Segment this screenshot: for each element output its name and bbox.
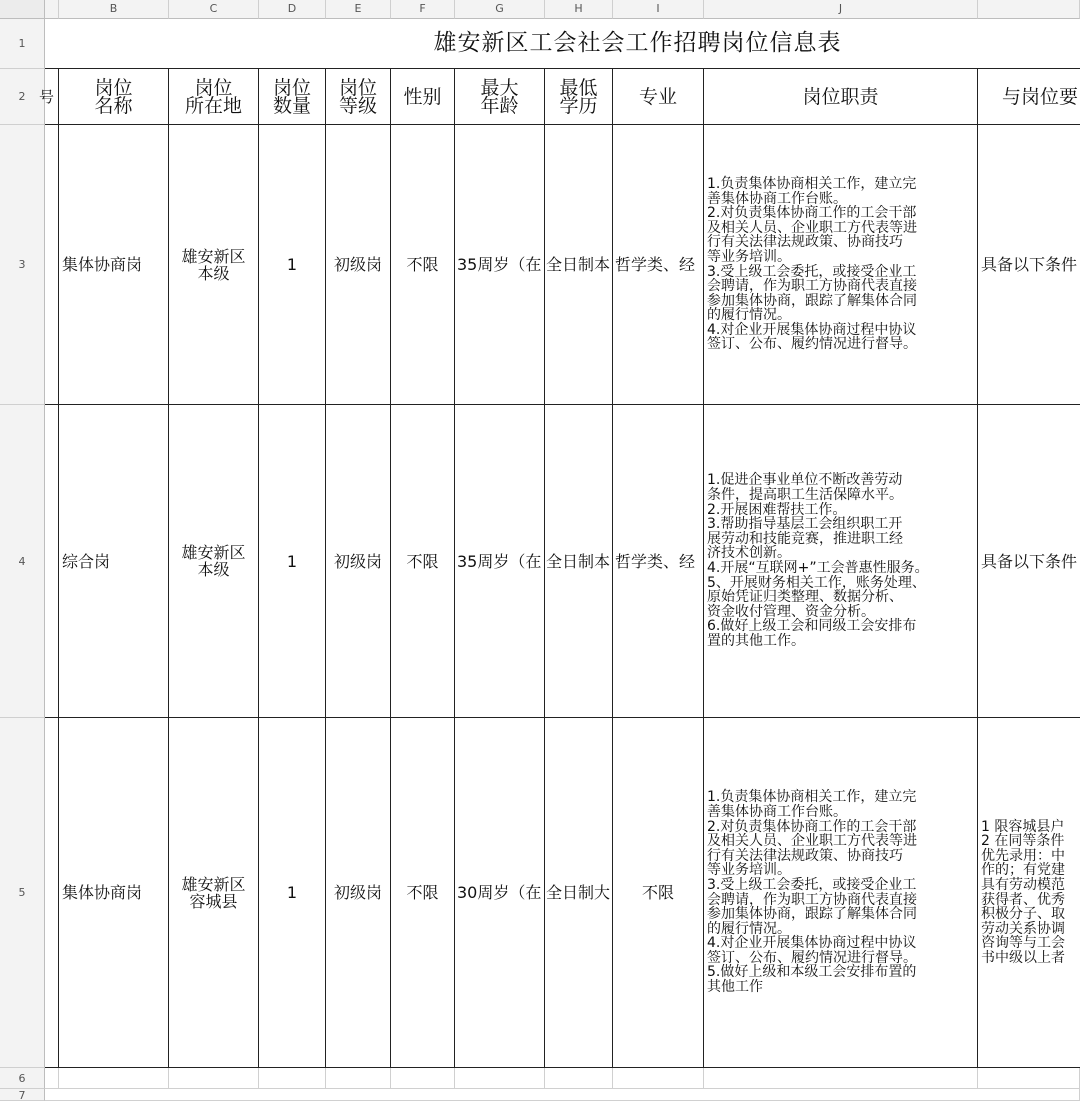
table-cell-major[interactable]: 哲学类、经 xyxy=(613,125,704,405)
table-cell-major[interactable]: 哲学类、经 xyxy=(613,405,704,718)
empty-cell[interactable] xyxy=(326,1068,391,1089)
select-all-corner[interactable] xyxy=(0,0,45,19)
header-position-name[interactable]: 岗位 名称 xyxy=(59,69,169,125)
column-header-b[interactable]: B xyxy=(59,0,169,19)
column-header-d[interactable]: D xyxy=(259,0,326,19)
empty-cell[interactable] xyxy=(169,1068,259,1089)
empty-cell[interactable] xyxy=(704,1068,978,1089)
row-header-2[interactable]: 2 xyxy=(0,69,45,125)
header-major[interactable]: 专业 xyxy=(613,69,704,125)
empty-cell[interactable] xyxy=(259,1068,326,1089)
table-cell-age[interactable]: 35周岁（在 xyxy=(455,405,545,718)
column-header-f[interactable]: F xyxy=(391,0,455,19)
table-cell-name[interactable]: 集体协商岗 xyxy=(59,718,169,1068)
table-cell-requirements[interactable]: 1 限容城县户 2 在同等条件 优先录用：中 作的；有党建 具有劳动模范 获得者、优秀 积极分子、取 劳动关系协调 咨询等与工会 书中级以上者 xyxy=(978,718,1080,1068)
table-cell-level[interactable]: 初级岗 xyxy=(326,718,391,1068)
table-cell-count[interactable]: 1 xyxy=(259,718,326,1068)
table-cell-name[interactable]: 集体协商岗 xyxy=(59,125,169,405)
header-count[interactable]: 岗位 数量 xyxy=(259,69,326,125)
empty-cell[interactable] xyxy=(613,1068,704,1089)
header-min-education[interactable]: 最低 学历 xyxy=(545,69,613,125)
header-duties[interactable]: 岗位职责 xyxy=(704,69,978,125)
table-cell-gender[interactable]: 不限 xyxy=(391,718,455,1068)
column-header-e[interactable]: E xyxy=(326,0,391,19)
column-header-h[interactable]: H xyxy=(545,0,613,19)
table-cell-location[interactable]: 雄安新区 本级 xyxy=(169,125,259,405)
table-cell-duties[interactable]: 1.负责集体协商相关工作，建立完 善集体协商工作台账。 2.对负责集体协商工作的工会干部 及相关人员、企业职工方代表等进 行有关法律法规政策、协商技巧 等业务培训。 3.受上级工会委托，或接受企业工 会聘请，作为职工方协商代表直接 参加集体协商，跟踪了解集体合同 的履行情况。 4.对企业开展集体协商过程中协议 签订、公布、履约情况进行督导。 xyxy=(704,125,978,405)
row-header-5[interactable]: 5 xyxy=(0,718,45,1068)
empty-cell[interactable] xyxy=(391,1068,455,1089)
table-cell-level[interactable]: 初级岗 xyxy=(326,405,391,718)
table-cell-age[interactable]: 35周岁（在 xyxy=(455,125,545,405)
table-cell-seq[interactable] xyxy=(45,718,59,1068)
empty-cell[interactable] xyxy=(455,1068,545,1089)
sheet-title-cell[interactable] xyxy=(45,19,1080,69)
column-header-c[interactable]: C xyxy=(169,0,259,19)
header-location[interactable]: 岗位 所在地 xyxy=(169,69,259,125)
row-header-3[interactable]: 3 xyxy=(0,125,45,405)
table-cell-count[interactable]: 1 xyxy=(259,125,326,405)
column-header-a[interactable] xyxy=(45,0,59,19)
table-cell-age[interactable]: 30周岁（在 xyxy=(455,718,545,1068)
empty-cell[interactable] xyxy=(59,1068,169,1089)
row-header-7[interactable]: 7 xyxy=(0,1089,45,1101)
empty-cell[interactable] xyxy=(545,1068,613,1089)
column-header-k[interactable] xyxy=(978,0,1080,19)
table-cell-education[interactable]: 全日制大 xyxy=(545,718,613,1068)
column-header-j[interactable]: J xyxy=(704,0,978,19)
table-cell-requirements[interactable]: 具备以下条件 xyxy=(978,125,1080,405)
table-cell-duties[interactable]: 1.负责集体协商相关工作，建立完 善集体协商工作台账。 2.对负责集体协商工作的工会干部 及相关人员、企业职工方代表等进 行有关法律法规政策、协商技巧 等业务培训。 3.受上级工会委托，或接受企业工 会聘请，作为职工方协商代表直接 参加集体协商，跟踪了解集体合同 的履行情况。 4.对企业开展集体协商过程中协议 签订、公布、履约情况进行督导。 5.做好上级和本级工会安排布置的 其他工作 xyxy=(704,718,978,1068)
table-cell-location[interactable]: 雄安新区 容城县 xyxy=(169,718,259,1068)
header-requirements[interactable]: 与岗位要 xyxy=(978,69,1080,125)
table-cell-requirements[interactable]: 具备以下条件 xyxy=(978,405,1080,718)
table-cell-gender[interactable]: 不限 xyxy=(391,125,455,405)
header-seq[interactable]: 号 xyxy=(45,69,59,125)
empty-row[interactable] xyxy=(45,1089,1080,1101)
row-header-6[interactable]: 6 xyxy=(0,1068,45,1089)
table-cell-education[interactable]: 全日制本 xyxy=(545,125,613,405)
table-cell-seq[interactable] xyxy=(45,405,59,718)
table-cell-major[interactable]: 不限 xyxy=(613,718,704,1068)
table-cell-education[interactable]: 全日制本 xyxy=(545,405,613,718)
row-header-4[interactable]: 4 xyxy=(0,405,45,718)
sheet-title: 雄安新区工会社会工作招聘岗位信息表 xyxy=(433,30,842,56)
empty-cell[interactable] xyxy=(45,1068,59,1089)
header-gender[interactable]: 性别 xyxy=(391,69,455,125)
table-cell-location[interactable]: 雄安新区 本级 xyxy=(169,405,259,718)
table-cell-name[interactable]: 综合岗 xyxy=(59,405,169,718)
header-level[interactable]: 岗位 等级 xyxy=(326,69,391,125)
row-header-1[interactable]: 1 xyxy=(0,19,45,69)
table-cell-count[interactable]: 1 xyxy=(259,405,326,718)
table-cell-gender[interactable]: 不限 xyxy=(391,405,455,718)
empty-cell[interactable] xyxy=(978,1068,1080,1089)
table-cell-duties[interactable]: 1.促进企事业单位不断改善劳动 条件，提高职工生活保障水平。 2.开展困难帮扶工作。 3.帮助指导基层工会组织职工开 展劳动和技能竞赛，推进职工经 济技术创新。 4.开展“互联网+”工会普惠性服务。 5、开展财务相关工作，账务处理、 原始凭证归类整理、数据分析、 资金收付管理、资金分析。 6.做好上级工会和同级工会安排布 置的其他工作。 xyxy=(704,405,978,718)
header-max-age[interactable]: 最大 年龄 xyxy=(455,69,545,125)
column-header-g[interactable]: G xyxy=(455,0,545,19)
column-header-i[interactable]: I xyxy=(613,0,704,19)
table-cell-level[interactable]: 初级岗 xyxy=(326,125,391,405)
table-cell-seq[interactable] xyxy=(45,125,59,405)
